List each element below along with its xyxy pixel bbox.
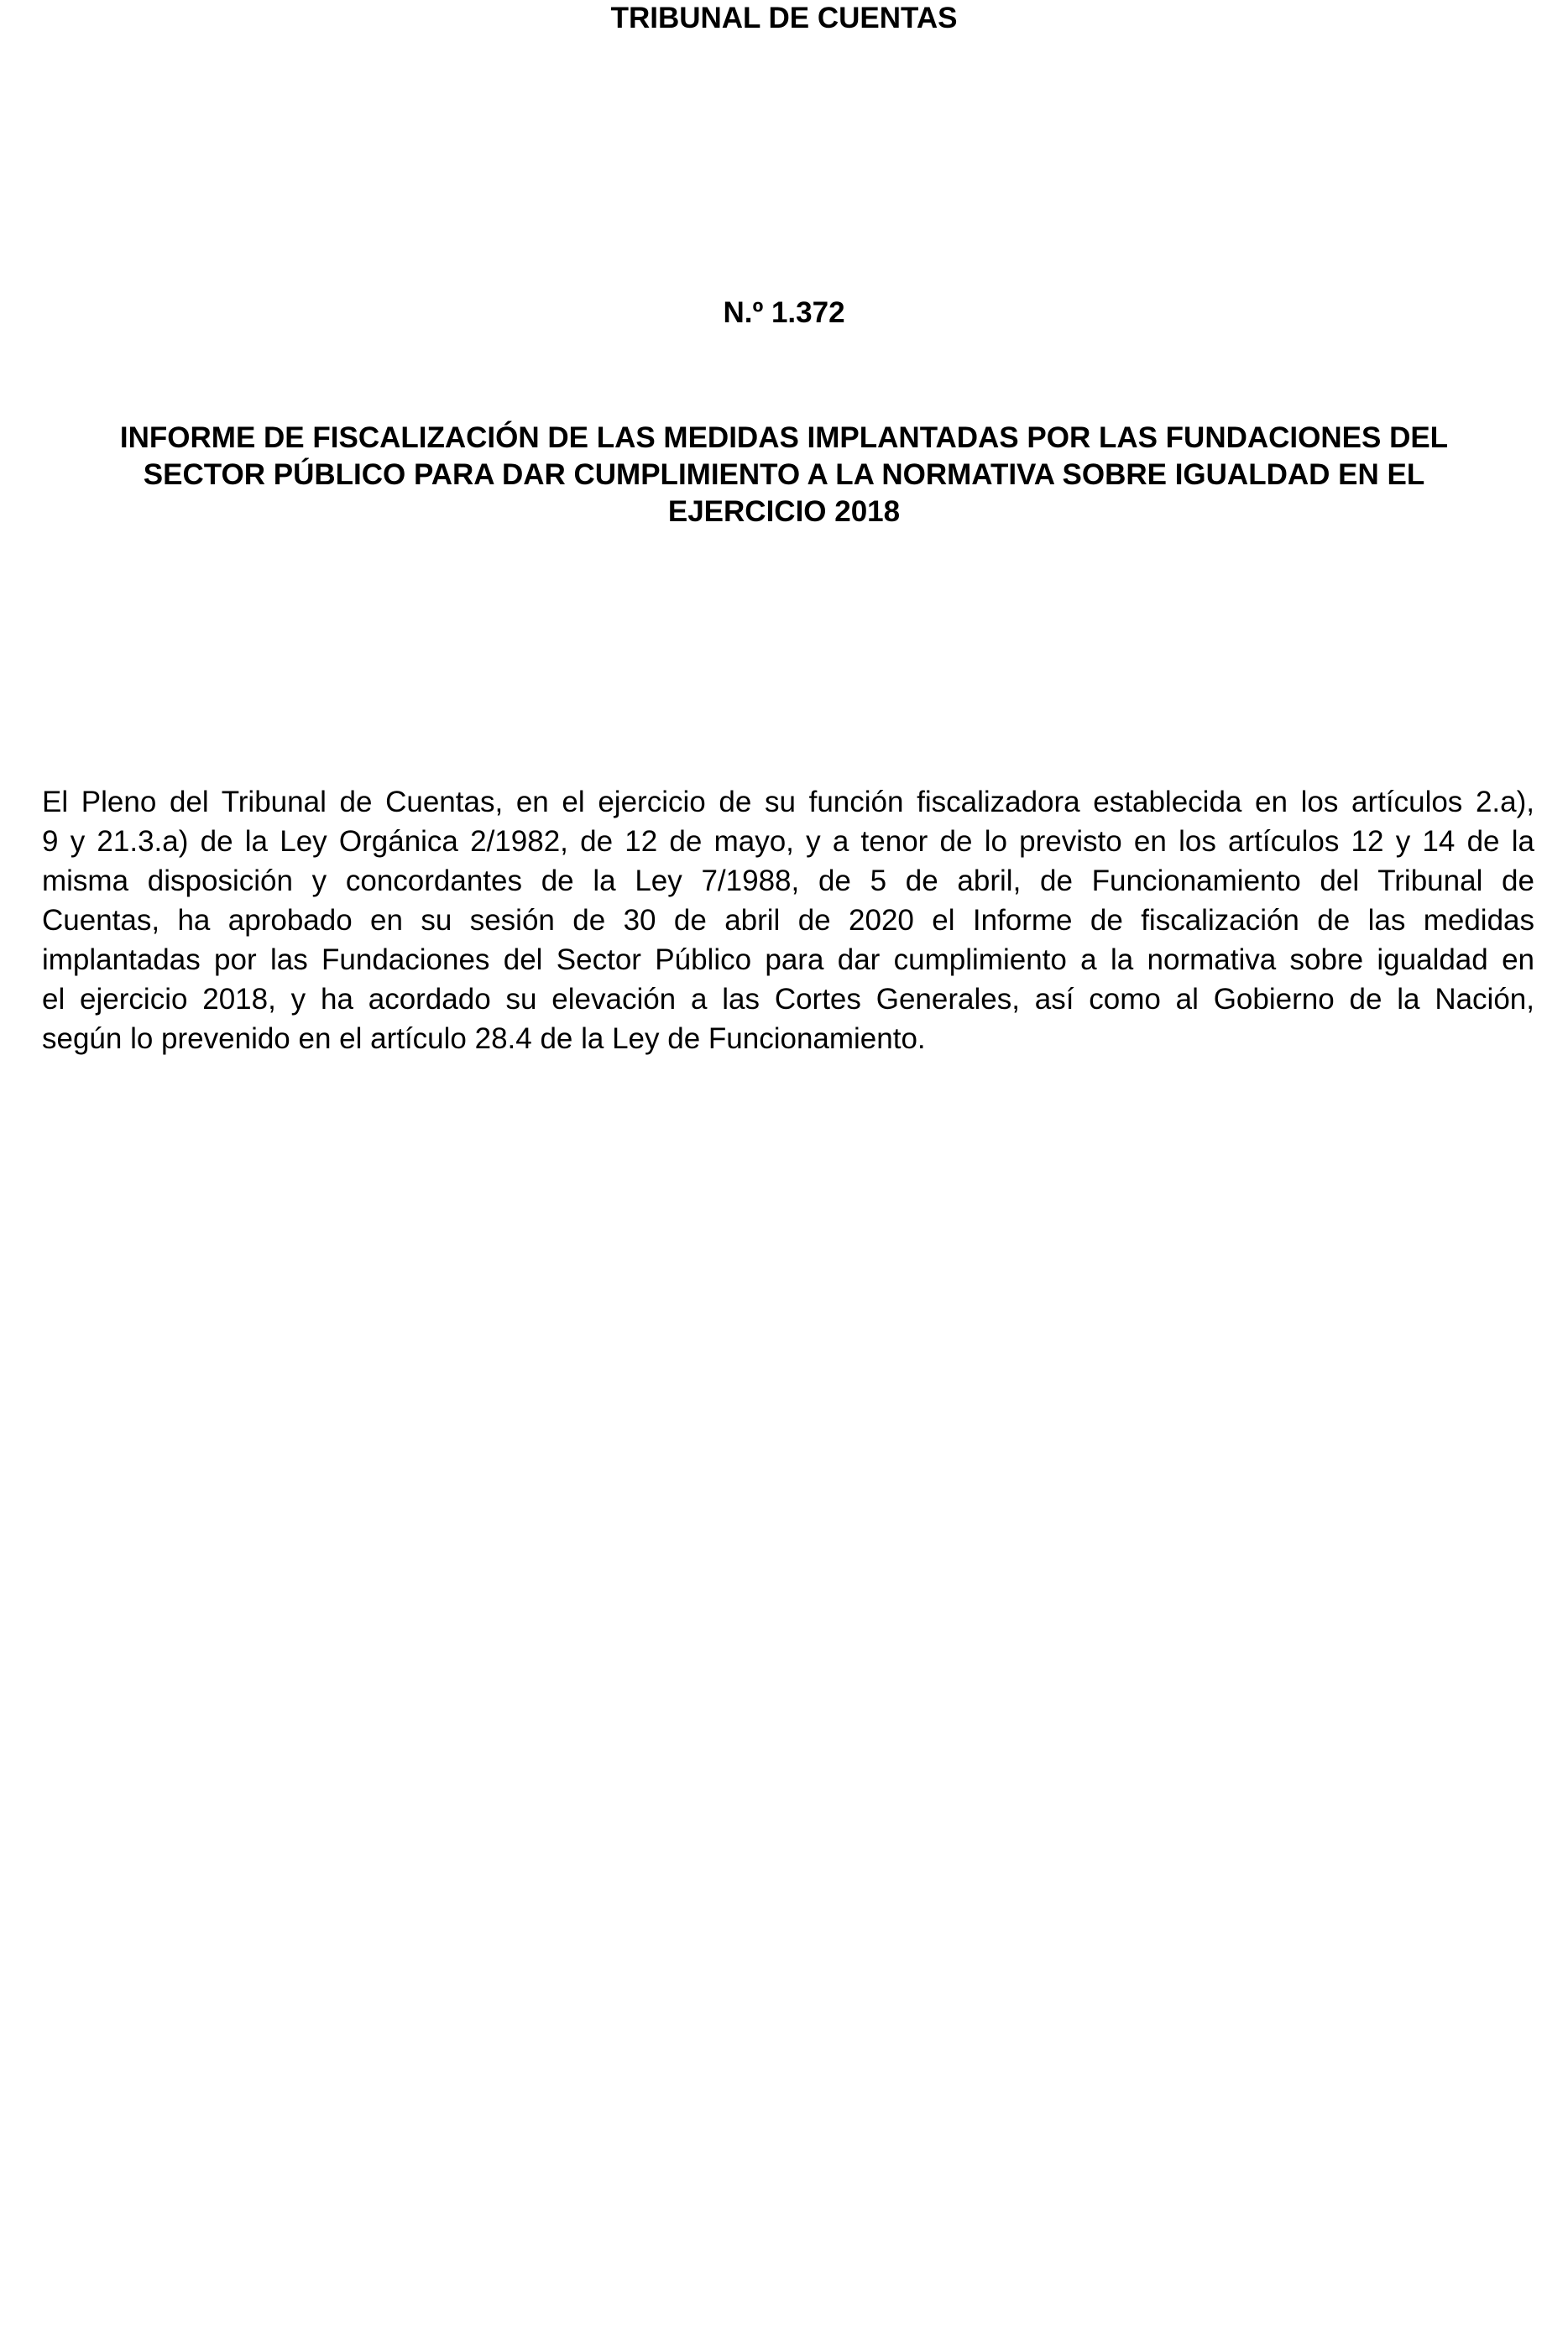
report-title bbox=[84, 420, 1484, 530]
report-number: N.º 1.372 bbox=[723, 296, 845, 329]
body-line: 9 y 21.3.a) de la Ley Orgánica 2/1982, de 12 de mayo, y a tenor de lo previsto en los artículos 12 y 14 de la bbox=[42, 825, 1534, 858]
body-line: implantadas por las Fundaciones del Sector Público para dar cumplimiento a la normativa sobre igualdad en bbox=[42, 943, 1534, 976]
report-title-line: INFORME DE FISCALIZACIÓN DE LAS MEDIDAS IMPLANTADAS POR LAS FUNDACIONES DEL bbox=[119, 421, 1449, 454]
report-title-line: EJERCICIO 2018 bbox=[667, 495, 901, 528]
body-line: misma disposición y concordantes de la Ley 7/1988, de 5 de abril, de Funcionamiento del Tribunal de bbox=[42, 865, 1534, 897]
body-line: Cuentas, ha aprobado en su sesión de 30 de abril de 2020 el Informe de fiscalización de las medidas bbox=[42, 904, 1534, 937]
body-line: el ejercicio 2018, y ha acordado su elevación a las Cortes Generales, así como al Gobierno de la Nación, bbox=[42, 983, 1534, 1016]
body-line: según lo prevenido en el artículo 28.4 de la Ley de Funcionamiento. bbox=[42, 1022, 926, 1055]
institution-header: TRIBUNAL DE CUENTAS bbox=[610, 2, 958, 34]
body-paragraph bbox=[42, 782, 1534, 1058]
report-title-line: SECTOR PÚBLICO PARA DAR CUMPLIMIENTO A LA NORMATIVA SOBRE IGUALDAD EN EL bbox=[143, 458, 1425, 491]
body-line: El Pleno del Tribunal de Cuentas, en el ejercicio de su función fiscalizadora establecida en los artículos 2.a), bbox=[42, 786, 1534, 818]
